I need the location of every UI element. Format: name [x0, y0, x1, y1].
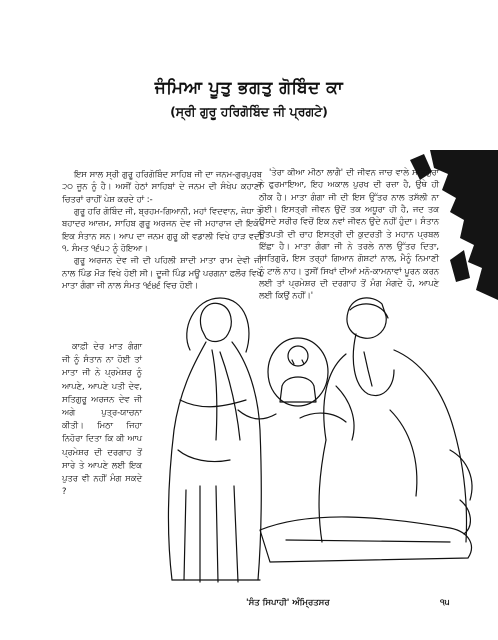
woman-figure [168, 298, 276, 582]
publication-name: 'ਸੰਤ ਸਿਪਾਹੀ' ਅੰਮ੍ਰਿਤਸਰ [246, 598, 330, 608]
scene-illustration [150, 290, 485, 590]
vision-inset [268, 338, 328, 406]
right-paragraph: 'ਤੇਰਾ ਕੀਆ ਮੀਠਾ ਲਾਗੈ' ਦੀ ਜੀਵਨ ਜਾਚ ਵਾਲੇ ਸਤਿਗੁਰਾਂ ਨੇ ਫੁਰਮਾਇਆ, ਇਹ ਅਕਾਲ ਪੁਰਖ ਦੀ ਰਜ਼ਾ ਹੈ, ਉਥੇ ਹੀ ਠੀਕ ਹੈ। ਮਾਤਾ ਗੰਗਾ ਜੀ ਦੀ ਇਸ ਉੱਤਰ ਨਾਲ ਤਸੱਲੀ ਨਾ ਹੋਈ। ਇਸਤ੍ਰੀ ਜੀਵਨ ਉਦੋਂ ਤਕ ਅਧੂਰਾ ਹੀ ਹੈ, ਜਦ ਤਕ ਉਸਦੇ ਸਰੀਰ ਵਿਚੋਂ ਇਕ ਨਵਾਂ ਜੀਵਨ ਉਦੇ ਨਹੀਂ ਹੁੰਦਾ। ਸੰਤਾਨ ਉਤਪਤੀ ਦੀ ਚਾਹ ਇਸਤ੍ਰੀ ਦੀ ਕੁਦਰਤੀ ਤੇ ਮਹਾਨ ਪ੍ਰਬਲ ਇੱਛਾ ਹੈ। ਮਾਤਾ ਗੰਗਾ ਜੀ ਨੇ ਤਰਲੇ ਨਾਲ ਉੱਤਰ ਦਿਤਾ, 'ਸਤਿਗੁਰੋ, ਇਸ ਤਰ੍ਹਾਂ ਗਿਆਨ ਗੋਸ਼ਟਾਂ ਨਾਲ, ਮੈਨੂੰ ਨਿਮਾਣੀ ਨੂੰ ਟਾਲੋ ਨਾਹ। ਤੁਸੀਂ ਸਿਖਾਂ ਦੀਆਂ ਮਨੋ-ਕਾਮਨਾਵਾਂ ਪੂਰਨ ਕਰਨ ਲਈ ਤਾਂ ਪ੍ਰਮੇਸ਼ਰ ਦੀ ਦਰਗਾਹ ਤੋਂ ਮੰਗ ਮੰਗਦੇ ਹੋ, ਆਪਣੇ ਲਈ ਕਿਉਂ ਨਹੀਂ।' [259, 167, 439, 301]
right-text-column [259, 166, 439, 302]
page-title: ਜੰਮਿਆ ਪੂਤੁ ਭਗਤੁ ਗੋਬਿੰਦ ਕਾ [154, 78, 344, 98]
body-paragraph-1: ਗੁਰੂ ਹਰਿ ਗੋਬਿੰਦ ਜੀ, ਬ੍ਰਹਮ-ਗਿਆਨੀ, ਮਹਾਂ ਵਿਦਵਾਨ, ਜੋਧਾ ਤੇ ਬਹਾਦਰ ਆਜ਼ਮ, ਸਾਹਿਬ ਗੁਰੂ ਅਰਜਨ ਦੇਵ ਜੀ ਮਹਾਰਾਜ ਦੀ ਇਕੋ-ਇਕ ਸੰਤਾਨ ਸਨ। ਆਪ ਦਾ ਜਨਮ ਗੁਰੂ ਕੀ ਵਡਾਲੀ ਵਿਖੇ ਹਾੜ ਵਦੀ ੧. ਸੰਮਤ ੧੬੫੨ ਨੂੰ ਹੋਇਆ। [62, 206, 262, 254]
bottom-paragraph: ਕਾਫ਼ੀ ਦੇਰ ਮਾਤ ਗੰਗਾ ਜੀ ਨੂੰ ਸੰਤਾਨ ਨਾ ਹੋਈ ਤਾਂ ਮਾਤਾ ਜੀ ਨੇ ਪ੍ਰਮੇਸ਼ਰ ਨੂੰ ਆਪਣੇ, ਆਪਣੇ ਪਤੀ ਦੇਵ, ਸਤਿਗੁਰੂ ਅਰਜਨ ਦੇਵ ਜੀ ਅਗੇ ਪੁਤ੍ਰ-ਯਾਚਨਾ ਕੀਤੀ। ਮਿਠਾ ਜਿਹਾ ਨਿਹੋਰਾ ਦਿਤਾ ਕਿ ਕੀ ਆਪ ਪ੍ਰਮੇਸ਼ਰ ਦੀ ਦਰਗਾਹ ਤੋਂ ਸਾਰੇ ਤੇ ਆਪਣੇ ਲਈ ਇਕ ਪੁਤਰ ਵੀ ਨਹੀਂ ਮੰਗ ਸਕਦੇ ? [62, 341, 142, 497]
guru-figure [260, 298, 472, 562]
body-paragraph-2: ਗੁਰੂ ਅਰਜਨ ਦੇਵ ਜੀ ਦੀ ਪਹਿਲੀ ਸ਼ਾਦੀ ਮਾਤਾ ਰਾਮ ਦੇਵੀ ਜੀ ਨਾਲ ਪਿੰਡ ਮੌੜ ਵਿਖੇ ਹੋਈ ਸੀ। ਦੂਜੀ ਪਿੰਡ ਮਊ ਪਰਗਨਾ ਫਲੌਰ ਵਿਖੇ ਮਾਤਾ ਗੰਗਾ ਜੀ ਨਾਲ ਸੰਮਤ ੧੬੪੬ ਵਿਚ ਹੋਈ। [62, 255, 262, 291]
intro-paragraph: ਇਸ ਸਾਲ ਸ੍ਰੀ ਗੁਰੂ ਹਰਿਗੋਬਿੰਦ ਸਾਹਿਬ ਜੀ ਦਾ ਜਨਮ-ਗੁਰਪੁਰਬ ੨੦ ਜੂਨ ਨੂੰ ਹੈ। ਅਸੀਂ ਹੇਠਾਂ ਸਾਹਿਬਾਂ ਦੇ ਜਨਮ ਦੀ ਸੰਖੇਪ ਕਹਾਣੀ ਚਿਤਰਾਂ ਰਾਹੀਂ ਪੇਸ਼ ਕਰਦੇ ਹਾਂ :- [62, 169, 262, 204]
left-text-column [62, 168, 262, 291]
page-subtitle: (ਸ੍ਰੀ ਗੁਰੂ ਹਰਿਗੋਬਿੰਦ ਜੀ ਪ੍ਰਗਟੇ) [170, 104, 328, 119]
bottom-left-text [62, 340, 142, 498]
page-number: ੧੫ [440, 598, 450, 608]
